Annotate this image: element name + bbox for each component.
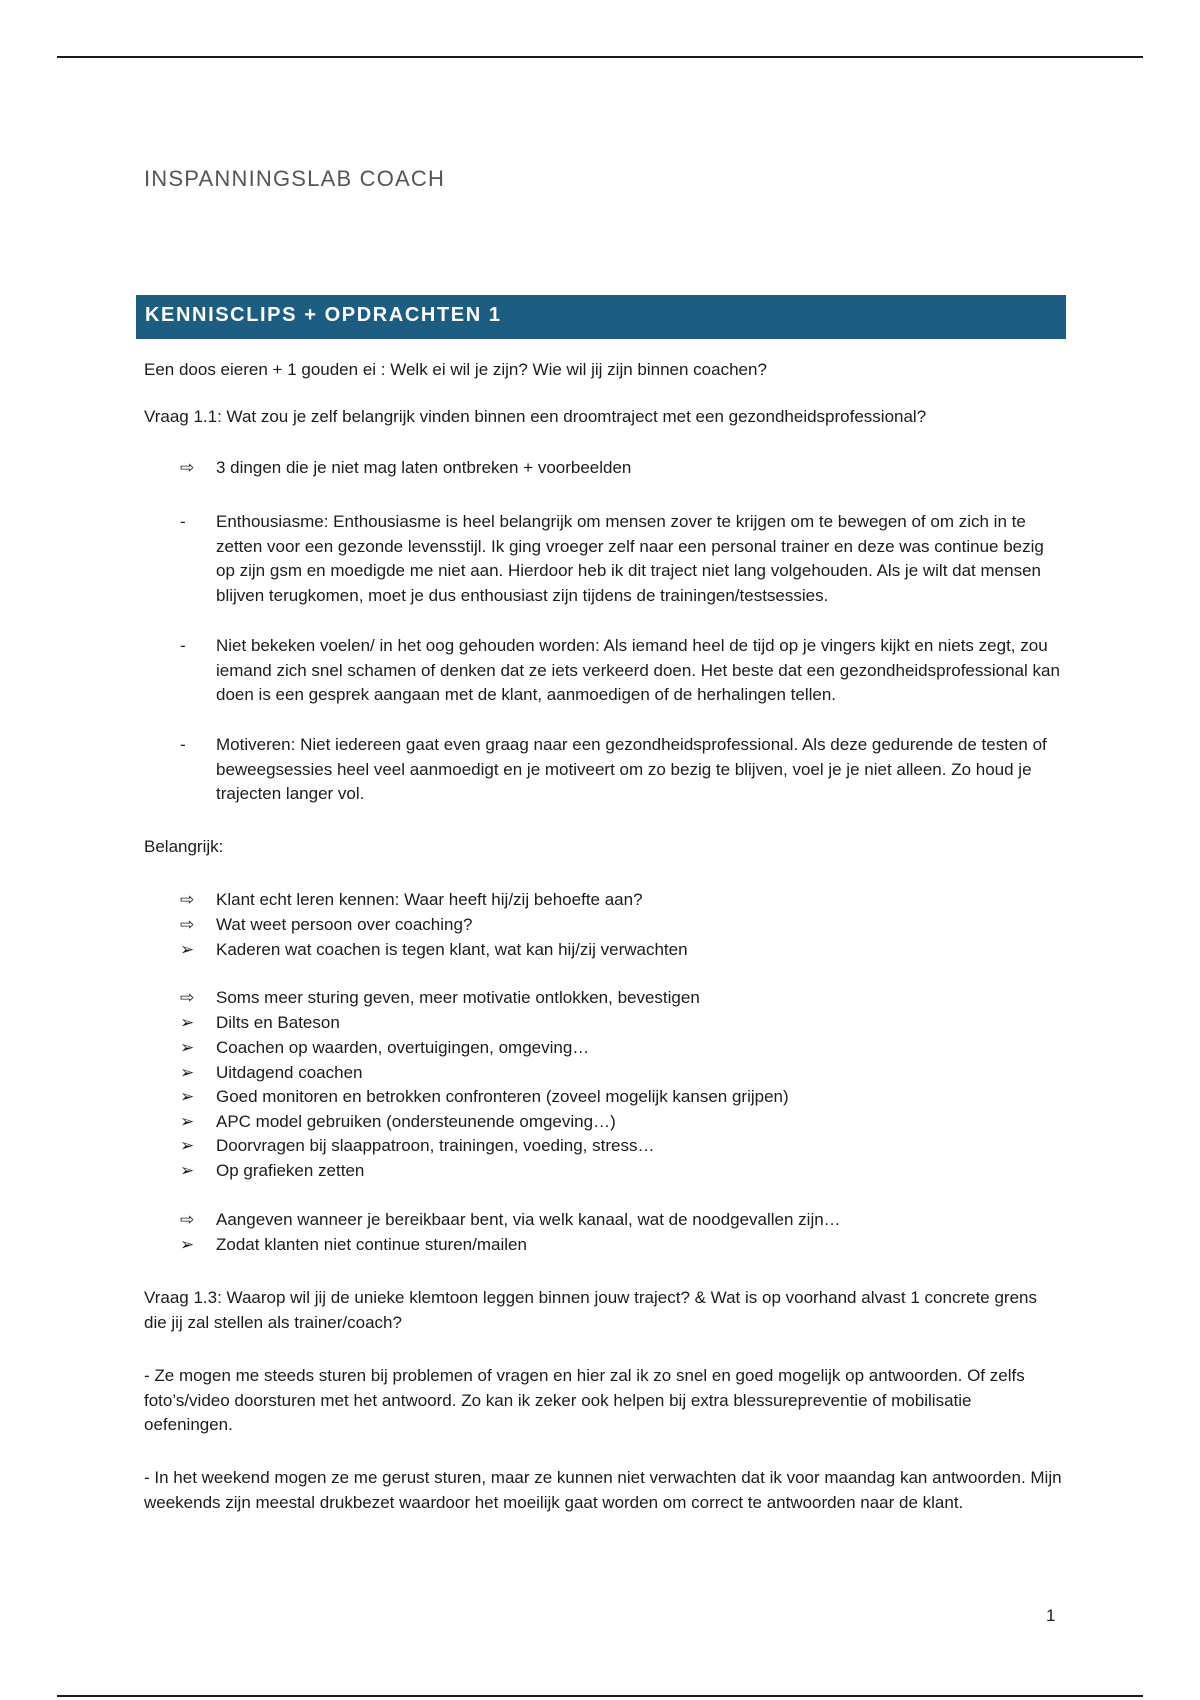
belangrijk-label: Belangrijk:	[144, 837, 224, 856]
question-1-1: Vraag 1.1: Wat zou je zelf belangrijk vinden binnen een droomtraject met een gezondheidsprofessional?	[144, 407, 927, 426]
arrowhead-icon: ➢	[180, 1063, 195, 1082]
question-1-3: Vraag 1.3: Waarop wil jij de unieke klemtoon leggen binnen jouw traject? & Wat is op voorhand alvast 1 concrete grens die jij zal stellen als trainer/coach?	[144, 1288, 1037, 1332]
arrowhead-icon: ➢	[180, 940, 195, 959]
section-heading-bar	[136, 295, 1066, 339]
answer-paragraph: - Ze mogen me steeds sturen bij problemen of vragen en hier zal ik zo snel en goed mogelijk op antwoorden. Of zelfs foto’s/video doorsturen met het antwoord. Zo kan ik zeker ook helpen bij extra blessurepreventie of mobilisatie oefeningen.	[144, 1366, 1025, 1434]
arrowhead-icon: ➢	[180, 1087, 195, 1106]
arrow-right-icon: ⇨	[180, 458, 195, 477]
arrowhead-icon: ➢	[180, 1161, 195, 1180]
document-title: INSPANNINGSLAB COACH	[144, 166, 446, 191]
arrowhead-icon: ➢	[180, 1038, 195, 1057]
intro-paragraph: Een doos eieren + 1 gouden ei : Welk ei wil je zijn? Wie wil jij zijn binnen coachen?	[144, 360, 767, 379]
dash-bullet: -	[180, 735, 186, 754]
dash-bullet: -	[180, 636, 186, 655]
top-divider	[57, 56, 1143, 58]
bottom-divider	[57, 1695, 1143, 1697]
arrow-right-icon: ⇨	[180, 1210, 195, 1229]
page-number: 1	[1046, 1606, 1056, 1625]
dash-bullet: -	[180, 512, 186, 531]
arrow-right-icon: ⇨	[180, 988, 195, 1007]
section-heading: KENNISCLIPS + OPDRACHTEN 1	[145, 304, 502, 326]
arrow-right-icon: ⇨	[180, 915, 195, 934]
arrowhead-icon: ➢	[180, 1235, 195, 1254]
arrowhead-icon: ➢	[180, 1136, 195, 1155]
arrowhead-icon: ➢	[180, 1013, 195, 1032]
arrow-right-icon: ⇨	[180, 890, 195, 909]
arrowhead-icon: ➢	[180, 1112, 195, 1131]
answer-paragraph: - In het weekend mogen ze me gerust sturen, maar ze kunnen niet verwachten dat ik voor maandag kan antwoorden. Mijn weekends zijn meestal drukbezet waardoor het moeilijk gaat worden om correct te antwoorden naar de klant.	[144, 1468, 1062, 1512]
